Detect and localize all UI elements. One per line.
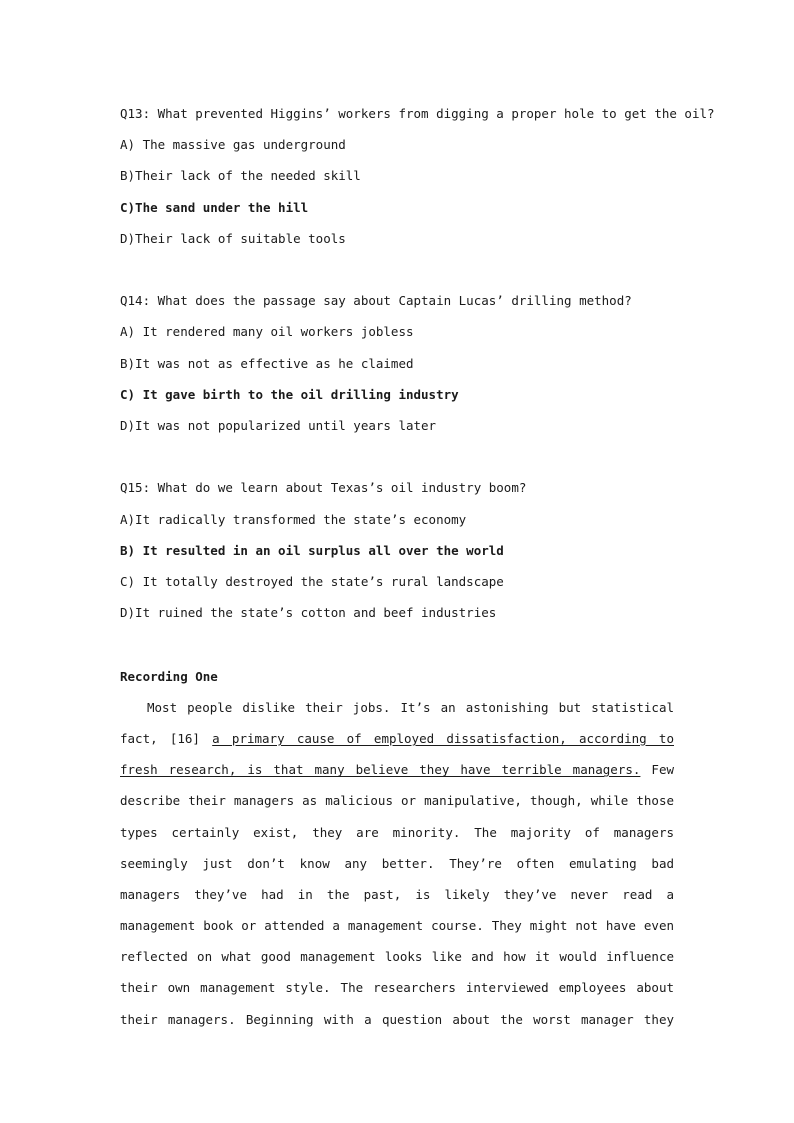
transcript-line: [120, 910, 674, 941]
answer-option: D)It was not popularized until years later: [120, 418, 437, 433]
transcript-text: fact, [16]: [120, 730, 213, 746]
transcript-text: reflected on what good management looks like and how it would influence: [120, 949, 674, 965]
question-text: Q13: What prevented Higgins’ workers from digging a proper hole to get the oil?: [120, 106, 715, 121]
answer-option-correct: C)The sand under the hill: [120, 199, 309, 215]
answer-option: D)It ruined the state’s cotton and beef industries: [120, 605, 497, 621]
transcript-line: [120, 848, 674, 879]
transcript-line: [120, 941, 674, 972]
transcript-line: [120, 817, 674, 848]
answer-option-correct: B) It resulted in an oil surplus all over the world: [120, 542, 504, 558]
transcript-text: types certainly exist, they are minority. The majority of managers: [120, 824, 674, 840]
transcript-line: [120, 723, 674, 754]
answer-option: B)Their lack of the needed skill: [120, 168, 361, 184]
answer-option: D)Their lack of suitable tools: [120, 230, 346, 246]
transcript-line: [120, 692, 674, 723]
transcript-text: Few: [640, 762, 674, 778]
answer-option-correct: C) It gave birth to the oil drilling industry: [120, 386, 459, 402]
transcript-text: describe their managers as malicious or manipulative, though, while those: [120, 793, 674, 809]
answer-option: A)It radically transformed the state’s economy: [120, 511, 467, 527]
answer-option: A) It rendered many oil workers jobless: [120, 324, 414, 340]
underlined-answer-text: a primary cause of employed dissatisfaction, according to: [212, 730, 674, 746]
transcript-line: [120, 1004, 674, 1035]
transcript-line: [120, 879, 674, 910]
transcript-text: seemingly just don’t know any better. They’re often emulating bad: [120, 855, 674, 871]
section-heading: Recording One: [120, 668, 218, 684]
transcript-text: management book or attended a management course. They might not have even: [120, 918, 674, 934]
answer-option: C) It totally destroyed the state’s rural landscape: [120, 574, 504, 589]
question-text: Q14: What does the passage say about Captain Lucas’ drilling method?: [120, 293, 632, 309]
transcript-line: [120, 754, 674, 785]
answer-option: A) The massive gas underground: [120, 137, 346, 153]
answer-option: B)It was not as effective as he claimed: [120, 355, 414, 371]
transcript-text: Most people dislike their jobs. It’s an astonishing but statistical: [147, 699, 674, 715]
transcript-line: [120, 785, 674, 816]
transcript-text: their own management style. The researchers interviewed employees about: [120, 980, 674, 996]
transcript-text: their managers. Beginning with a question about the worst manager they: [120, 1011, 674, 1027]
underlined-answer-text: fresh research, is that many believe they have terrible managers.: [120, 762, 641, 778]
transcript-paragraph: [120, 692, 674, 1035]
question-text: Q15: What do we learn about Texas’s oil industry boom?: [120, 480, 527, 496]
transcript-line: [120, 972, 674, 1003]
transcript-text: managers they’ve had in the past, is likely they’ve never read a: [120, 886, 674, 902]
